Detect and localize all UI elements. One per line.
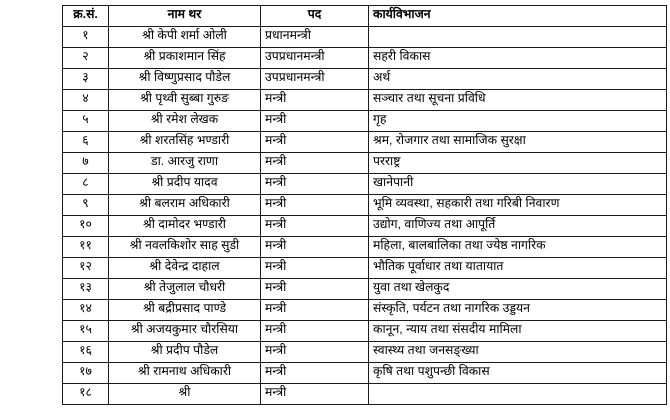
cell-post: मन्त्री: [261, 300, 369, 321]
cell-portfolio: सञ्चार तथा सूचना प्रविधि: [369, 90, 667, 111]
cell-name: डा. आरजु राणा: [109, 153, 261, 174]
cell-post: मन्त्री: [261, 258, 369, 279]
column-header-serial: क्र.सं.: [63, 6, 109, 27]
cell-post: मन्त्री: [261, 384, 369, 405]
cell-post: मन्त्री: [261, 363, 369, 384]
cell-portfolio: कानून, न्याय तथा संसदीय मामिला: [369, 321, 667, 342]
cell-serial: १६: [63, 342, 109, 363]
cell-post: उपप्रधानमन्त्री: [261, 69, 369, 90]
cell-post: मन्त्री: [261, 174, 369, 195]
table-row: [63, 111, 667, 132]
table-row: [63, 216, 667, 237]
cell-portfolio: [369, 27, 667, 48]
cell-serial: ३: [63, 69, 109, 90]
cell-portfolio: परराष्ट्र: [369, 153, 667, 174]
table-header-row: [63, 6, 667, 27]
cell-name: श्री विष्णुप्रसाद पौडेल: [109, 69, 261, 90]
table-row: [63, 27, 667, 48]
cell-serial: ८: [63, 174, 109, 195]
table-body: [63, 27, 667, 405]
cell-serial: ७: [63, 153, 109, 174]
cell-portfolio: कृषि तथा पशुपन्छी विकास: [369, 363, 667, 384]
cell-post: मन्त्री: [261, 132, 369, 153]
cell-post: मन्त्री: [261, 195, 369, 216]
cell-name: श्री प्रदीप पौडेल: [109, 342, 261, 363]
cell-post: मन्त्री: [261, 153, 369, 174]
cell-name: श्री प्रदीप यादव: [109, 174, 261, 195]
page-bottom-clip: [0, 414, 670, 420]
table-row: [63, 195, 667, 216]
table-row: [63, 279, 667, 300]
table-row: [63, 384, 667, 405]
cell-post: मन्त्री: [261, 111, 369, 132]
cell-name: श्री केपी शर्मा ओली: [109, 27, 261, 48]
cell-serial: २: [63, 48, 109, 69]
table-row: [63, 342, 667, 363]
cell-portfolio: सहरी विकास: [369, 48, 667, 69]
cabinet-table: [62, 5, 667, 405]
column-header-portfolio: कार्यविभाजन: [369, 6, 667, 27]
cell-name: श्री बलराम अधिकारी: [109, 195, 261, 216]
cell-name: श्री रमेश लेखक: [109, 111, 261, 132]
cell-name: श्री अजयकुमार चौरसिया: [109, 321, 261, 342]
table-row: [63, 321, 667, 342]
table-row: [63, 363, 667, 384]
cell-portfolio: उद्योग, वाणिज्य तथा आपूर्ति: [369, 216, 667, 237]
table-header: [63, 6, 667, 27]
cell-serial: ९: [63, 195, 109, 216]
cell-serial: ४: [63, 90, 109, 111]
column-header-post: पद: [261, 6, 369, 27]
cell-name: श्री रामनाथ अधिकारी: [109, 363, 261, 384]
cell-serial: १८: [63, 384, 109, 405]
cell-post: मन्त्री: [261, 321, 369, 342]
table-row: [63, 48, 667, 69]
cell-portfolio: युवा तथा खेलकुद: [369, 279, 667, 300]
cell-portfolio: खानेपानी: [369, 174, 667, 195]
table-row: [63, 237, 667, 258]
table-row: [63, 300, 667, 321]
table-row: [63, 90, 667, 111]
cell-serial: १: [63, 27, 109, 48]
cell-serial: १७: [63, 363, 109, 384]
cell-portfolio: श्रम, रोजगार तथा सामाजिक सुरक्षा: [369, 132, 667, 153]
cell-serial: ६: [63, 132, 109, 153]
cell-portfolio: गृह: [369, 111, 667, 132]
cell-post: मन्त्री: [261, 237, 369, 258]
table-row: [63, 153, 667, 174]
cell-serial: ५: [63, 111, 109, 132]
cell-name: श्री: [109, 384, 261, 405]
cell-post: उपप्रधानमन्त्री: [261, 48, 369, 69]
cell-portfolio: अर्थ: [369, 69, 667, 90]
cell-post: प्रधानमन्त्री: [261, 27, 369, 48]
cell-serial: १४: [63, 300, 109, 321]
cell-name: श्री नवलकिशोर साह सुडी: [109, 237, 261, 258]
cell-post: मन्त्री: [261, 279, 369, 300]
cell-serial: १०: [63, 216, 109, 237]
cell-portfolio: भौतिक पूर्वाधार तथा यातायात: [369, 258, 667, 279]
cell-serial: ११: [63, 237, 109, 258]
cell-post: मन्त्री: [261, 90, 369, 111]
cell-portfolio: महिला, बालबालिका तथा ज्येष्ठ नागरिक: [369, 237, 667, 258]
cell-name: श्री दामोदर भण्डारी: [109, 216, 261, 237]
cell-name: श्री प्रकाशमान सिंह: [109, 48, 261, 69]
cell-portfolio: संस्कृति, पर्यटन तथा नागरिक उड्डयन: [369, 300, 667, 321]
table-row: [63, 174, 667, 195]
cell-name: श्री शरतसिंह भण्डारी: [109, 132, 261, 153]
cell-portfolio: स्वास्थ्य तथा जनसङ्ख्या: [369, 342, 667, 363]
cell-portfolio: [369, 384, 667, 405]
table-row: [63, 132, 667, 153]
cell-serial: १२: [63, 258, 109, 279]
cell-post: मन्त्री: [261, 342, 369, 363]
cell-portfolio: भूमि व्यवस्था, सहकारी तथा गरिबी निवारण: [369, 195, 667, 216]
cell-serial: १३: [63, 279, 109, 300]
cell-name: श्री देवेन्द्र दाहाल: [109, 258, 261, 279]
cell-post: मन्त्री: [261, 216, 369, 237]
table-row: [63, 69, 667, 90]
cell-serial: १५: [63, 321, 109, 342]
cell-name: श्री तेजुलाल चौधरी: [109, 279, 261, 300]
table-row: [63, 258, 667, 279]
cell-name: श्री बद्रीप्रसाद पाण्डे: [109, 300, 261, 321]
column-header-name: नाम थर: [109, 6, 261, 27]
cell-name: श्री पृथ्वी सुब्बा गुरुङ: [109, 90, 261, 111]
